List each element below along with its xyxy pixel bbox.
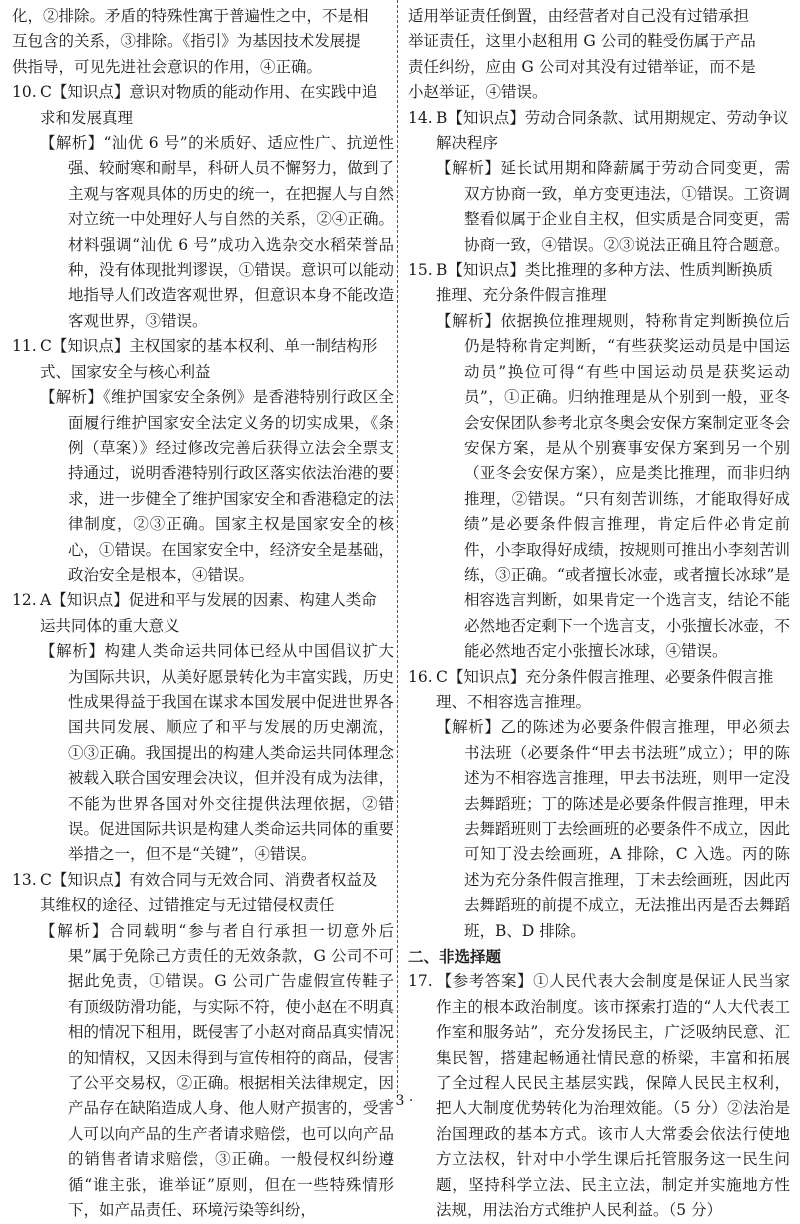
question-keypoint: C【知识点】主权国家的基本权利、单一制结构形	[40, 337, 378, 356]
question-keypoint-cont: 式、国家安全与核心利益	[40, 362, 211, 381]
question-number: 15.	[408, 261, 433, 280]
question-16	[408, 665, 790, 944]
question-keypoint-cont: 其维权的途径、过错推定与无过错侵权责任	[40, 896, 335, 915]
question-12	[12, 588, 394, 867]
reference-answer: 【参考答案】①人民代表大会制度是保证人民当家作主的根本政治制度。该市探索打造的“人大代表工作室和服务站”，充分发扬民主，广泛吸纳民意、汇集民智，搭建起畅通社情民意的桥梁，丰富和拓展了全过程人民民主基层实践，保障人民民主权利，把人大制度优势转化为治理效能。（5 分）②法治是治国理政的基本方式。该市人大常委会依法行使地方立法权，针对中小学生课后托管服务这一民生问题，坚持科学立法、民主立法，制定并实施地方性法规，用法治方式维护人民利益。（5 分）	[436, 972, 790, 1220]
text-line: 举证责任，这里小赵租用 G 公司的鞋受伤属于产品	[408, 32, 756, 51]
text-line: 供指导，可见先进社会意识的作用，④正确。	[12, 57, 323, 76]
question-15	[408, 258, 790, 665]
question-keypoint: C【知识点】充分条件假言推理、必要条件假言推	[436, 667, 774, 686]
question-analysis: 【解析】构建人类命运共同体已经从中国倡议扩大为国际共识，从美好愿景转化为丰富实践，历史性成果得益于我国在谋求本国发展中促进世界各国共同发展、顺应了和平与发展的历史潮流，①③正确。我国提出的构建人类命运共同体理念被载入联合国安理会决议，但并没有成为法律，不能为世界各国对外交往提供法理依据，②错误。促进国际共识是构建人类命运共同体的重要举措之一，但不是“关键”，④错误。	[40, 642, 394, 864]
question-keypoint-cont: 推理、充分条件假言推理	[436, 286, 607, 305]
question-number: 12.	[12, 591, 37, 610]
question-keypoint: C【知识点】意识对物质的能动作用、在实践中追	[40, 83, 378, 102]
question-analysis: 【解析】合同载明“参与者自行承担一切意外后果”属于免除己方责任的无效条款，G 公司不可据此免责，①错误。G 公司广告虚假宣传鞋子有顶级防滑功能，与实际不符，使小赵在不明真相的情况下租用，既侵害了小赵对商品真实情况的知情权，又因未得到与宣传相符的商品，侵害了公平交易权，②正确。根据相关法律规定，因产品存在缺陷造成人身、他人财产损害的，受害人可以向产品的生产者请求赔偿，也可以向产品的销售者请求赔偿，③正确。一般侵权纠纷遵循“谁主张，谁举证”原则，但在一些特殊情形下，如产品责任、环境污染等纠纷，	[40, 921, 394, 1220]
question-analysis: 【解析】“汕优 6 号”的米质好、适应性广、抗逆性强、较耐寒和耐旱，科研人员不懈努力，做到了主观与客观具体的历史的统一，在把握人与自然对立统一中处理好人与自然的关系，②④正确。材料强调“汕优 6 号”成功入选杂交水稻荣誉品种，没有体现批判谬误，①错误。意识可以能动地指导人们改造客观世界，但意识本身不能改造客观世界，③错误。	[40, 134, 394, 330]
question-13	[12, 868, 394, 1224]
question-keypoint-cont: 求和发展真理	[40, 108, 134, 127]
text-line: 适用举证责任倒置，由经营者对自己没有过错承担	[408, 7, 750, 25]
page-number: · 3 ·	[386, 1093, 414, 1109]
question-number: 17.	[408, 972, 433, 991]
question-analysis: 【解析】乙的陈述为必要条件假言推理，甲必须去书法班（必要条件“甲去书法班”成立）；甲的陈述为不相容选言推理，甲去书法班，则甲一定没去舞蹈班；丁的陈述是必要条件假言推理，甲未去舞蹈班则丁去绘画班的必要条件不成立，因此可知丁没去绘画班，A 排除，C 入选。丙的陈述为充分条件假言推理，丁未去绘画班，因此丙去舞蹈班的前提不成立，无法推出丙是否去舞蹈班，B、D 排除。	[436, 718, 790, 940]
text-line: 小赵举证，④错误。	[408, 83, 548, 102]
question-analysis: 【解析】延长试用期和降薪属于劳动合同变更，需双方协商一致，单方变更违法，①错误。工资调整看似属于企业自主权，但实质是合同变更，需协商一致，④错误。②③说法正确且符合题意。	[436, 159, 790, 254]
question-keypoint-cont: 理、不相容选言推理。	[436, 692, 592, 711]
question-number: 13.	[12, 870, 37, 889]
question-11	[12, 334, 394, 588]
question-keypoint-cont: 解决程序	[436, 134, 499, 153]
section-title: 二、非选择题	[408, 947, 502, 967]
question-keypoint: A【知识点】促进和平与发展的因素、构建人类命	[40, 591, 377, 610]
question-keypoint: C【知识点】有效合同与无效合同、消费者权益及	[40, 870, 378, 889]
right-column	[408, 4, 790, 1224]
question-10	[12, 80, 394, 334]
left-column	[12, 4, 394, 1224]
question-keypoint: B【知识点】劳动合同条款、试用期规定、劳动争议	[436, 108, 789, 127]
text-line: 责任纠纷，应由 G 公司对其没有过错举证，而不是	[408, 57, 756, 76]
question-number: 10.	[12, 83, 37, 102]
question-number: 16.	[408, 667, 433, 686]
text-line: 互包含的关系，③排除。《指引》为基因技术发展提	[12, 32, 361, 51]
question-keypoint: B【知识点】类比推理的多种方法、性质判断换质	[436, 261, 773, 280]
text-line: 化，②排除。矛盾的特殊性寓于普遍性之中，不是相	[12, 7, 369, 25]
question-analysis: 【解析】《维护国家安全条例》是香港特别行政区全面履行维护国家安全法定义务的切实成果，《条例（草案）》经过修改完善后获得立法会全票支持通过，说明香港特别行政区落实依法治港的要求，进一步健全了维护国家安全和香港稳定的法律制度，②③正确。国家主权是国家安全的核心，①错误。在国家安全中，经济安全是基础，政治安全是根本，④错误。	[40, 388, 394, 584]
question-number: 11.	[12, 337, 37, 356]
question-14	[408, 106, 790, 258]
question-keypoint-cont: 运共同体的重大意义	[40, 616, 180, 635]
question-analysis: 【解析】依据换位推理规则，特称肯定判断换位后仍是特称肯定判断，“有些获奖运动员是中国运动员”换位可得“有些中国运动员是获奖运动员”，①正确。归纳推理是从个别到一般，亚冬会安保团队参考北京冬奥会安保方案制定亚冬会安保方案，是从个别赛事安保方案到另一个别（亚冬会安保方案），应是类比推理，而非归纳推理，②错误。“只有刻苦训练，才能取得好成绩”是必要条件假言推理，肯定后件必肯定前件，小李取得好成绩，按规则可推出小李刻苦训练，③正确。“或者擅长冰壶，或者擅长冰球”是相容选言判断，如果肯定一个选言支，结论不能必然地否定剩下一个选言支，小张擅长冰壶，不能必然地否定小张擅长冰球，④错误。	[436, 311, 790, 661]
question-number: 14.	[408, 108, 433, 127]
column-divider	[397, 0, 398, 1098]
